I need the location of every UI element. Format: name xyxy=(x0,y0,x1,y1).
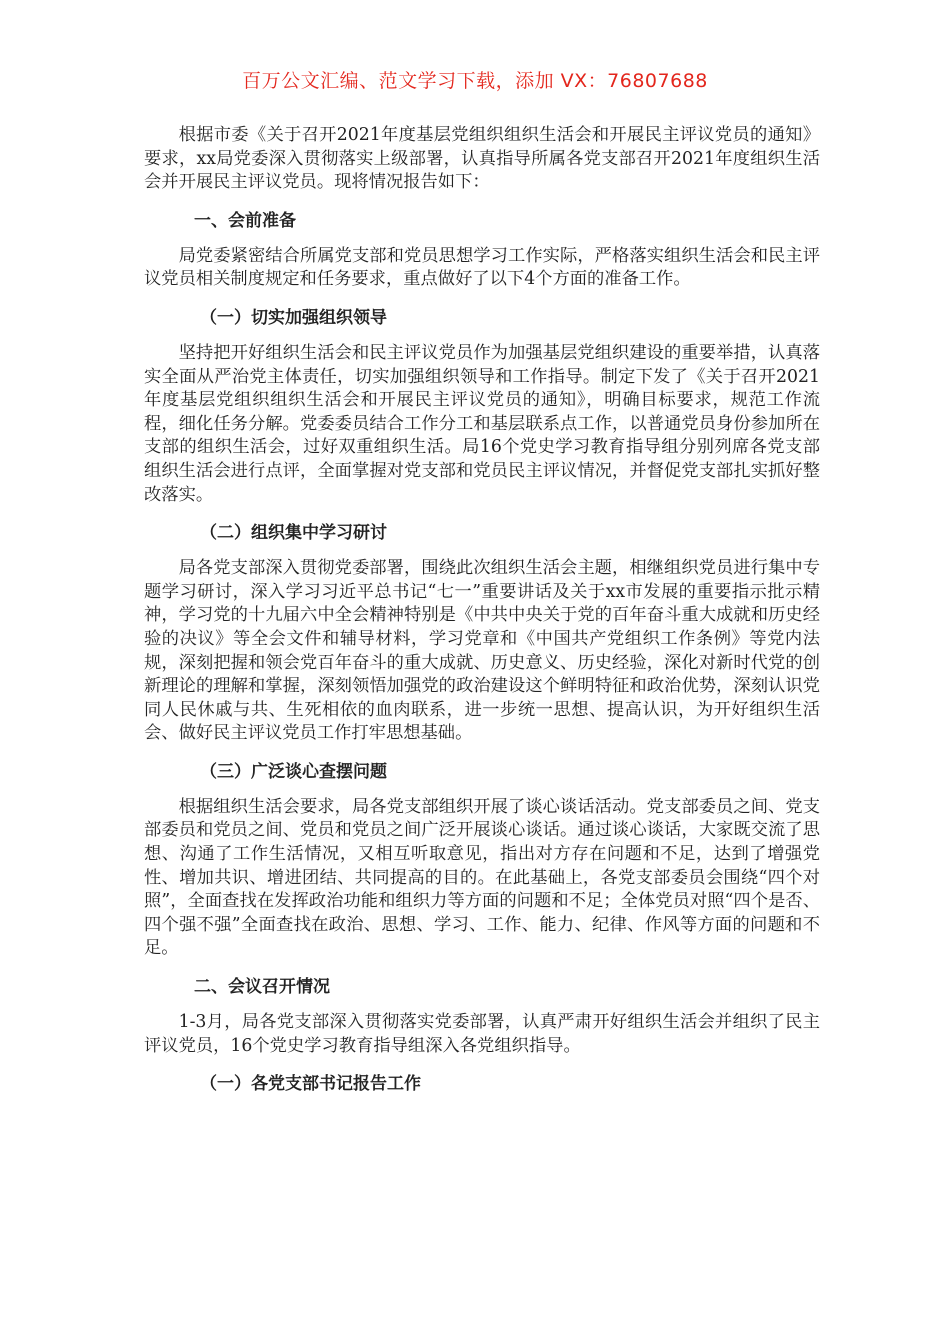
talks-paragraph: 根据组织生活会要求，局各党支部组织开展了谈心谈话活动。党支部委员之间、党支部委员和党员之间、党员和党员之间广泛开展谈心谈话。通过谈心谈话，大家既交流了思想、沟通了工作生活情况，又相互听取意见，指出对方存在问题和不足，达到了增强党性、增加共识、增进团结、共同提高的目的。在此基础上，各党支部委员会围绕“四个对照”，全面查找在发挥政治功能和组织力等方面的问题和不足；全体党员对照“四个是否、四个强不强”全面查找在政治、思想、学习、工作、能力、纪律、作风等方面的问题和不足。 xyxy=(144,796,820,959)
subheading-secretary-report: （一）各党支部书记报告工作 xyxy=(200,1074,421,1095)
section-heading-meeting: 二、会议召开情况 xyxy=(194,977,330,998)
document-body xyxy=(144,124,820,1108)
meeting-intro-paragraph: 1-3月，局各党支部深入贯彻落实党委部署，认真严肃开好组织生活会并组织了民主评议党员，16个党史学习教育指导组深入各党组织指导。 xyxy=(144,1012,820,1056)
subheading-study: （二）组织集中学习研讨 xyxy=(200,523,387,544)
watermark-banner: 百万公文汇编、范文学习下载，添加 VX：76807688 xyxy=(242,70,708,92)
subheading-talks: （三）广泛谈心查摆问题 xyxy=(200,761,387,782)
subheading-leadership: （一）切实加强组织领导 xyxy=(200,307,387,328)
preparation-intro-paragraph: 局党委紧密结合所属党支部和党员思想学习工作实际，严格落实组织生活会和民主评议党员相关制度规定和任务要求，重点做好了以下4个方面的准备工作。 xyxy=(144,245,820,290)
section-heading-preparation: 一、会前准备 xyxy=(194,210,296,231)
leadership-paragraph: 坚持把开好组织生活会和民主评议党员作为加强基层党组织建设的重要举措，认真落实全面从严治党主体责任，切实加强组织领导和工作指导。制定下发了《关于召开2021年度基层党组织组织生活会和开展民主评议党员的通知》，明确目标要求，规范工作流程，细化任务分解。党委委员结合工作分工和基层联系点工作，以普通党员身份参加所在支部的组织生活会，过好双重组织生活。局16个党史学习教育指导组分别列席各党支部组织生活会进行点评，全面掌握对党支部和党员民主评议情况，并督促党支部扎实抓好整改落实。 xyxy=(144,342,820,505)
study-paragraph: 局各党支部深入贯彻党委部署，围绕此次组织生活会主题，相继组织党员进行集中专题学习研讨，深入学习习近平总书记“七一”重要讲话及关于xx市发展的重要指示批示精神，学习党的十九届六中全会精神特别是《中共中央关于党的百年奋斗重大成就和历史经验的决议》等全会文件和辅导材料，学习党章和《中国共产党组织工作条例》等党内法规，深刻把握和领会党百年奋斗的重大成就、历史意义、历史经验，深化对新时代党的创新理论的理解和掌握，深刻领悟加强党的政治建设这个鲜明特征和政治优势，深刻认识党同人民休戚与共、生死相依的血肉联系，进一步统一思想、提高认识，为开好组织生活会、做好民主评议党员工作打牢思想基础。 xyxy=(144,558,820,744)
intro-paragraph: 根据市委《关于召开2021年度基层党组织组织生活会和开展民主评议党员的通知》要求，xx局党委深入贯彻落实上级部署，认真指导所属各党支部召开2021年度组织生活会并开展民主评议党员。现将情况报告如下： xyxy=(144,125,820,193)
